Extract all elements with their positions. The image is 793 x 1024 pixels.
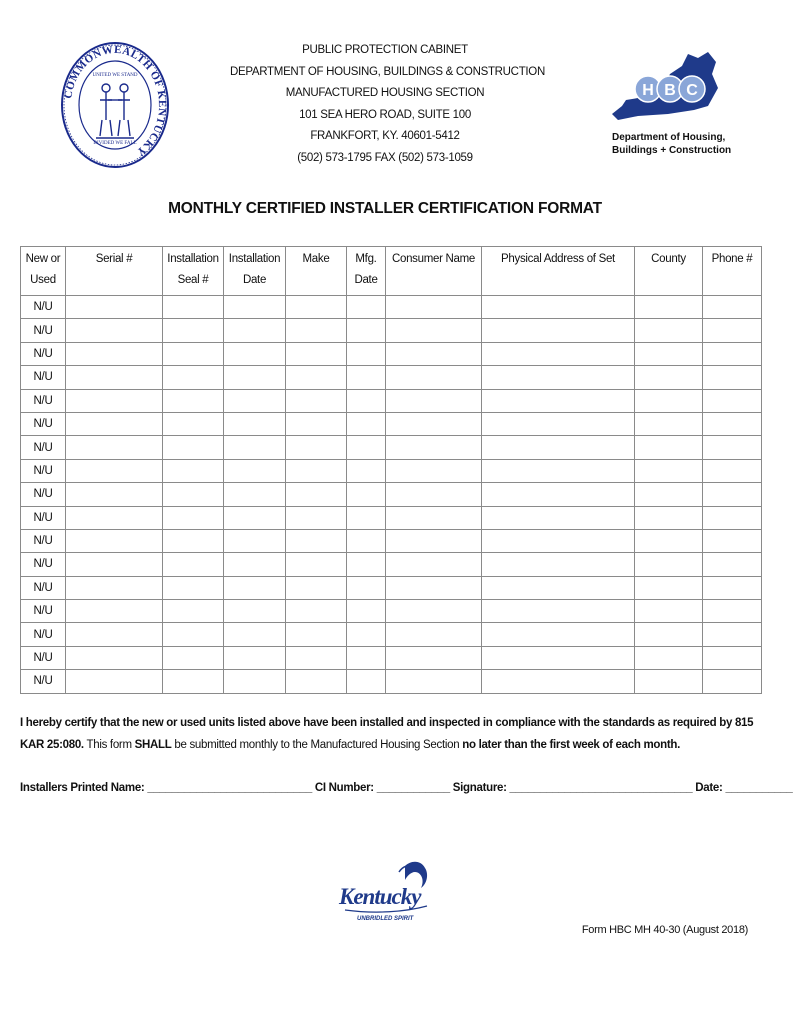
date-label: Date: (692, 782, 726, 794)
cell-make[interactable] (286, 459, 347, 482)
cell-make[interactable] (286, 600, 347, 623)
table-row (21, 483, 762, 506)
cell-physical-address[interactable] (482, 483, 635, 506)
cell-mfg-date[interactable] (347, 389, 386, 412)
certification-shall: SHALL (134, 739, 172, 751)
cell-mfg-date[interactable] (347, 436, 386, 459)
form-title: MONTHLY CERTIFIED INSTALLER CERTIFICATION FORMAT (168, 200, 602, 217)
table-row (21, 366, 762, 389)
cell-installation-date[interactable] (224, 319, 286, 342)
cell-phone[interactable] (703, 576, 762, 599)
cell-installation-seal[interactable] (163, 436, 224, 459)
cell-phone[interactable] (703, 459, 762, 482)
cell-installation-date[interactable] (224, 483, 286, 506)
header-new-or-used: New or Used (21, 247, 66, 296)
hbc-letter-c: C (686, 82, 698, 99)
cell-serial[interactable] (66, 600, 163, 623)
certification-submission: be submitted monthly to the Manufactured Housing Section (171, 739, 463, 751)
header-county: County (635, 247, 703, 296)
cell-make[interactable] (286, 529, 347, 552)
header-serial: Serial # (66, 247, 163, 296)
cell-serial[interactable] (66, 412, 163, 435)
cell-mfg-date[interactable] (347, 670, 386, 693)
cell-installation-seal[interactable] (163, 459, 224, 482)
cell-installation-date[interactable] (224, 459, 286, 482)
cell-installation-date[interactable] (224, 529, 286, 552)
cell-new-or-used: N/U (21, 366, 66, 389)
cell-consumer-name[interactable] (386, 623, 482, 646)
seal-ring-text: COMMONWEALTH OF KENTUCKY (62, 43, 169, 159)
table-row (21, 576, 762, 599)
cell-new-or-used: N/U (21, 483, 66, 506)
seal-motto-top: UNITED WE STAND (92, 73, 138, 78)
cell-new-or-used: N/U (21, 670, 66, 693)
cell-serial[interactable] (66, 459, 163, 482)
cell-make[interactable] (286, 576, 347, 599)
cell-mfg-date[interactable] (347, 576, 386, 599)
cell-phone[interactable] (703, 366, 762, 389)
cell-physical-address[interactable] (482, 412, 635, 435)
cell-new-or-used: N/U (21, 646, 66, 669)
cell-new-or-used: N/U (21, 319, 66, 342)
cell-make[interactable] (286, 366, 347, 389)
cell-consumer-name[interactable] (386, 600, 482, 623)
cell-mfg-date[interactable] (347, 366, 386, 389)
date-field[interactable]: ___________ (725, 782, 793, 794)
certification-statement (20, 712, 755, 756)
ci-number-field[interactable]: ____________ (376, 782, 450, 794)
cell-physical-address[interactable] (482, 623, 635, 646)
cell-make[interactable] (286, 670, 347, 693)
header-installation-date: Installation Date (224, 247, 286, 296)
cell-installation-date[interactable] (224, 366, 286, 389)
cell-make[interactable] (286, 296, 347, 319)
cell-county[interactable] (635, 459, 703, 482)
table-row (21, 623, 762, 646)
cell-installation-seal[interactable] (163, 576, 224, 599)
cell-new-or-used: N/U (21, 296, 66, 319)
cell-phone[interactable] (703, 412, 762, 435)
cell-phone[interactable] (703, 483, 762, 506)
cell-mfg-date[interactable] (347, 412, 386, 435)
cell-county[interactable] (635, 412, 703, 435)
cell-installation-date[interactable] (224, 600, 286, 623)
table-row (21, 553, 762, 576)
cell-installation-seal[interactable] (163, 506, 224, 529)
header-line-address: 101 SEA HERO ROAD, SUITE 100 (299, 108, 471, 121)
header-line-department: DEPARTMENT OF HOUSING, BUILDINGS & CONSTRUCTION (230, 65, 545, 78)
cell-mfg-date[interactable] (347, 342, 386, 365)
cell-county[interactable] (635, 342, 703, 365)
cell-county[interactable] (635, 389, 703, 412)
cell-make[interactable] (286, 319, 347, 342)
cell-consumer-name[interactable] (386, 670, 482, 693)
cell-make[interactable] (286, 342, 347, 365)
cell-county[interactable] (635, 319, 703, 342)
cell-county[interactable] (635, 366, 703, 389)
cell-new-or-used: N/U (21, 389, 66, 412)
cell-serial[interactable] (66, 319, 163, 342)
cell-installation-seal[interactable] (163, 553, 224, 576)
cell-physical-address[interactable] (482, 319, 635, 342)
hbc-letter-h: H (642, 82, 654, 99)
cell-county[interactable] (635, 670, 703, 693)
certification-deadline: no later than the first week of each month. (462, 739, 680, 751)
cell-installation-seal[interactable] (163, 389, 224, 412)
cell-installation-seal[interactable] (163, 319, 224, 342)
cell-physical-address[interactable] (482, 670, 635, 693)
cell-consumer-name[interactable] (386, 412, 482, 435)
hbc-letter-circles (635, 76, 705, 102)
form-number: Form HBC MH 40-30 (August 2018) (581, 924, 748, 936)
ky-wordmark: Kentucky (339, 884, 421, 909)
table-row (21, 436, 762, 459)
certification-this-form: This form (83, 739, 135, 751)
cell-county[interactable] (635, 553, 703, 576)
cell-new-or-used: N/U (21, 436, 66, 459)
installer-name-field[interactable]: ___________________________ (147, 782, 312, 794)
cell-consumer-name[interactable] (386, 483, 482, 506)
cell-consumer-name[interactable] (386, 389, 482, 412)
cell-phone[interactable] (703, 296, 762, 319)
cell-serial[interactable] (66, 389, 163, 412)
cell-phone[interactable] (703, 389, 762, 412)
cell-physical-address[interactable] (482, 366, 635, 389)
cell-installation-seal[interactable] (163, 529, 224, 552)
table-row (21, 529, 762, 552)
cell-installation-date[interactable] (224, 436, 286, 459)
cell-installation-date[interactable] (224, 412, 286, 435)
table-row (21, 646, 762, 669)
cell-physical-address[interactable] (482, 296, 635, 319)
cell-consumer-name[interactable] (386, 436, 482, 459)
cell-make[interactable] (286, 483, 347, 506)
cell-phone[interactable] (703, 342, 762, 365)
table-row (21, 342, 762, 365)
cell-make[interactable] (286, 623, 347, 646)
cell-physical-address[interactable] (482, 506, 635, 529)
cell-mfg-date[interactable] (347, 506, 386, 529)
table-row (21, 600, 762, 623)
cell-serial[interactable] (66, 670, 163, 693)
cell-mfg-date[interactable] (347, 296, 386, 319)
header-make: Make (286, 247, 347, 296)
header-line-section: MANUFACTURED HOUSING SECTION (285, 87, 485, 99)
cell-phone[interactable] (703, 319, 762, 342)
cell-new-or-used: N/U (21, 529, 66, 552)
signature-label: Signature: (449, 782, 510, 794)
header-mfg-date: Mfg. Date (347, 247, 386, 296)
cell-serial[interactable] (66, 342, 163, 365)
cell-make[interactable] (286, 506, 347, 529)
cell-consumer-name[interactable] (386, 319, 482, 342)
cell-consumer-name[interactable] (386, 576, 482, 599)
cell-consumer-name[interactable] (386, 342, 482, 365)
cell-make[interactable] (286, 436, 347, 459)
cell-serial[interactable] (66, 436, 163, 459)
cell-physical-address[interactable] (482, 576, 635, 599)
table-row (21, 506, 762, 529)
cell-serial[interactable] (66, 553, 163, 576)
cell-consumer-name[interactable] (386, 553, 482, 576)
table-header-row (21, 247, 762, 296)
cell-county[interactable] (635, 436, 703, 459)
cell-county[interactable] (635, 483, 703, 506)
cell-installation-seal[interactable] (163, 342, 224, 365)
cell-installation-date[interactable] (224, 623, 286, 646)
cell-physical-address[interactable] (482, 600, 635, 623)
cell-county[interactable] (635, 576, 703, 599)
cell-mfg-date[interactable] (347, 483, 386, 506)
cell-installation-date[interactable] (224, 389, 286, 412)
cell-phone[interactable] (703, 600, 762, 623)
cell-serial[interactable] (66, 623, 163, 646)
cell-mfg-date[interactable] (347, 623, 386, 646)
cell-county[interactable] (635, 506, 703, 529)
cell-consumer-name[interactable] (386, 506, 482, 529)
table-row (21, 459, 762, 482)
cell-serial[interactable] (66, 506, 163, 529)
installer-table (20, 246, 762, 694)
table-row (21, 412, 762, 435)
header-phone: Phone # (703, 247, 762, 296)
cell-serial[interactable] (66, 296, 163, 319)
cell-county[interactable] (635, 529, 703, 552)
cell-phone[interactable] (703, 553, 762, 576)
cell-physical-address[interactable] (482, 459, 635, 482)
cell-installation-seal[interactable] (163, 670, 224, 693)
cell-mfg-date[interactable] (347, 646, 386, 669)
cell-new-or-used: N/U (21, 412, 66, 435)
installer-name-label: Installers Printed Name: (20, 782, 148, 794)
cell-make[interactable] (286, 553, 347, 576)
hbc-caption (612, 131, 732, 157)
cell-mfg-date[interactable] (347, 319, 386, 342)
cell-phone[interactable] (703, 529, 762, 552)
cell-serial[interactable] (66, 529, 163, 552)
cell-installation-seal[interactable] (163, 623, 224, 646)
cell-consumer-name[interactable] (386, 459, 482, 482)
cell-mfg-date[interactable] (347, 553, 386, 576)
cell-consumer-name[interactable] (386, 296, 482, 319)
table-row (21, 389, 762, 412)
cell-installation-seal[interactable] (163, 646, 224, 669)
certification-bold-statement: I hereby certify that the new or used units listed above have been installed and inspected in compliance with the standards as required by 815 KAR 25:080. (20, 717, 754, 751)
seal-motto-bottom: DIVIDED WE FALL (93, 141, 137, 146)
cell-county[interactable] (635, 623, 703, 646)
cell-installation-date[interactable] (224, 342, 286, 365)
ky-tagline: UNBRIDLED SPIRIT (357, 916, 414, 922)
header-installation-seal: Installation Seal # (163, 247, 224, 296)
cell-physical-address[interactable] (482, 529, 635, 552)
cell-mfg-date[interactable] (347, 600, 386, 623)
cell-physical-address[interactable] (482, 436, 635, 459)
cell-new-or-used: N/U (21, 506, 66, 529)
cell-new-or-used: N/U (21, 553, 66, 576)
header-line-city: FRANKFORT, KY. 40601-5412 (310, 130, 460, 142)
cell-installation-date[interactable] (224, 670, 286, 693)
table-row (21, 296, 762, 319)
signature-field[interactable]: ______________________________ (509, 782, 693, 794)
hbc-caption-line2: Buildings + Construction (612, 145, 732, 156)
cell-make[interactable] (286, 646, 347, 669)
cell-county[interactable] (635, 646, 703, 669)
kentucky-unbridled-spirit-logo-icon (335, 858, 435, 933)
cell-installation-date[interactable] (224, 576, 286, 599)
cell-installation-seal[interactable] (163, 366, 224, 389)
cell-make[interactable] (286, 389, 347, 412)
cell-installation-date[interactable] (224, 646, 286, 669)
cell-county[interactable] (635, 600, 703, 623)
cell-installation-seal[interactable] (163, 296, 224, 319)
cell-serial[interactable] (66, 483, 163, 506)
cell-installation-seal[interactable] (163, 600, 224, 623)
cell-phone[interactable] (703, 623, 762, 646)
cell-physical-address[interactable] (482, 646, 635, 669)
hbc-letter-b: B (664, 82, 676, 99)
cell-phone[interactable] (703, 506, 762, 529)
cell-installation-seal[interactable] (163, 412, 224, 435)
header-line-phone: (502) 573-1795 FAX (502) 573-1059 (297, 151, 473, 164)
cell-installation-seal[interactable] (163, 483, 224, 506)
cell-new-or-used: N/U (21, 459, 66, 482)
cell-new-or-used: N/U (21, 623, 66, 646)
kentucky-seal-icon (60, 40, 170, 170)
cell-serial[interactable] (66, 646, 163, 669)
cell-physical-address[interactable] (482, 553, 635, 576)
cell-new-or-used: N/U (21, 576, 66, 599)
table-row (21, 319, 762, 342)
table-row (21, 670, 762, 693)
ci-number-label: CI Number: (311, 782, 377, 794)
cell-phone[interactable] (703, 670, 762, 693)
cell-new-or-used: N/U (21, 342, 66, 365)
cell-installation-date[interactable] (224, 296, 286, 319)
cell-serial[interactable] (66, 576, 163, 599)
header-physical-address: Physical Address of Set (482, 247, 635, 296)
cell-consumer-name[interactable] (386, 529, 482, 552)
cell-physical-address[interactable] (482, 342, 635, 365)
cell-new-or-used: N/U (21, 600, 66, 623)
cell-consumer-name[interactable] (386, 366, 482, 389)
agency-header (230, 40, 545, 169)
header-line-cabinet: PUBLIC PROTECTION CABINET (302, 44, 468, 56)
cell-mfg-date[interactable] (347, 529, 386, 552)
cell-make[interactable] (286, 412, 347, 435)
cell-serial[interactable] (66, 366, 163, 389)
cell-installation-date[interactable] (224, 553, 286, 576)
header-consumer-name: Consumer Name (386, 247, 482, 296)
cell-phone[interactable] (703, 436, 762, 459)
hbc-caption-line1: Department of Housing, (612, 132, 726, 143)
cell-phone[interactable] (703, 646, 762, 669)
cell-installation-date[interactable] (224, 506, 286, 529)
cell-mfg-date[interactable] (347, 459, 386, 482)
cell-county[interactable] (635, 296, 703, 319)
signature-line (20, 778, 793, 798)
cell-physical-address[interactable] (482, 389, 635, 412)
cell-consumer-name[interactable] (386, 646, 482, 669)
